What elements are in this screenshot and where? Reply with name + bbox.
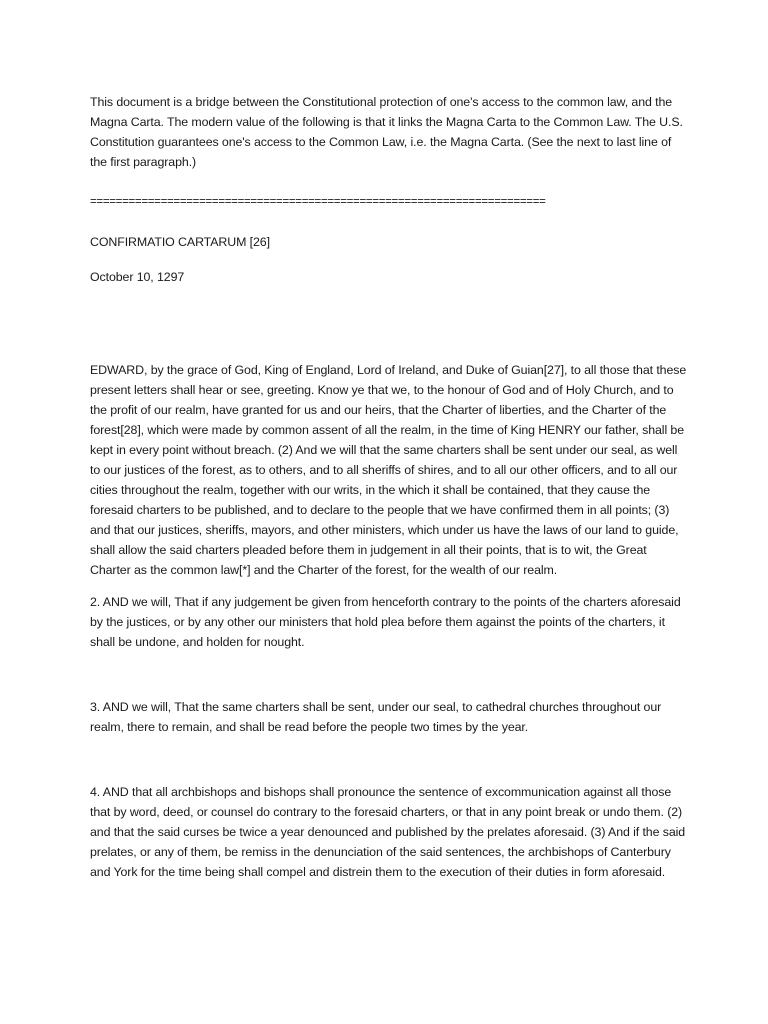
intro-paragraph: This document is a bridge between the Constitutional protection of one's access to the common law, and the Magna Carta. The modern value of the following is that it links the Magna Carta to the Common Law. The U.S. Constitution guarantees one's access to the Common Law, i.e. the Magna Carta. (See the next to last line of the first paragraph.)	[90, 95, 683, 169]
document-date: October 10, 1297	[90, 270, 185, 284]
paragraph-1: EDWARD, by the grace of God, King of England, Lord of Ireland, and Duke of Guian[27], to all those that these present letters shall hear or see, greeting. Know ye that we, to the honour of God and of Holy Church, and to the profit of our realm, have granted for us and our heirs, that the Charter of liberties, and the Charter of the forest[28], which were made by common assent of all the realm, in the time of King HENRY our father, shall be kept in every point without breach. (2) And we will that the same charters shall be sent under our seal, as well to our justices of the forest, as to others, and to all sheriffs of shires, and to all our other officers, and to all our cities throughout the realm, together with our writs, in the which it shall be contained, that they cause the foresaid charters to be published, and to declare to the people that we have confirmed them in all points; (3) and that our justices, sheriffs, mayors, and other ministers, which under us have the laws of our land to guide, shall allow the said charters pleaded before them in judgement in all their points, that is to wit, the Great Charter as the common law[*] and the Charter of the forest, for the wealth of our realm.	[90, 363, 687, 577]
paragraph-2: 2. AND we will, That if any judgement be given from henceforth contrary to the points of the charters aforesaid by the justices, or by any other our ministers that hold plea before them against the points of the charters, it shall be undone, and holden for nought.	[90, 595, 681, 649]
paragraph-4: 4. AND that all archbishops and bishops shall pronounce the sentence of excommunication against all those that by word, deed, or counsel do contrary to the foresaid charters, or that in any point break or undo them. (2) and that the said curses be twice a year denounced and published by the prelates aforesaid. (3) And if the said prelates, or any of them, be remiss in the denunciation of the said sentences, the archbishops of Canterbury and York for the time being shall compel and distrein them to the execution of their duties in form aforesaid.	[90, 785, 686, 879]
document-body	[90, 92, 690, 882]
document-heading: CONFIRMATIO CARTARUM [26]	[90, 235, 270, 249]
separator-line: =======================================================================	[90, 196, 546, 208]
paragraph-3: 3. AND we will, That the same charters shall be sent, under our seal, to cathedral churches throughout our realm, there to remain, and shall be read before the people two times by the year.	[90, 700, 662, 734]
